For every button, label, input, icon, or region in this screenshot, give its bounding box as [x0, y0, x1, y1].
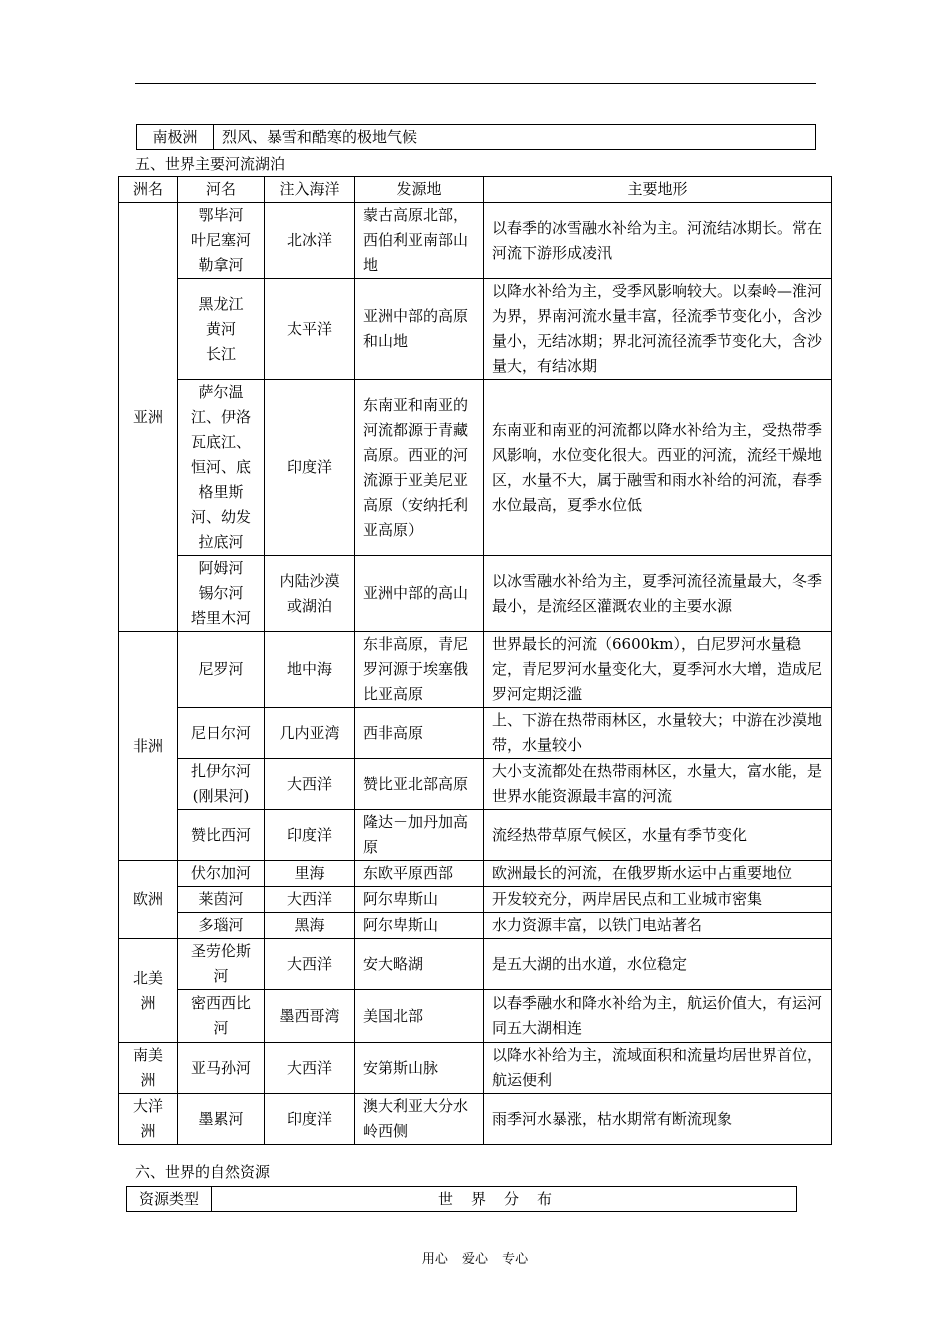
river-name-cell: 伏尔加河 [178, 861, 265, 887]
table-row [119, 990, 832, 1043]
ocean-cell: 几内亚湾 [265, 708, 355, 759]
table-row [119, 556, 832, 632]
section-5-heading: 五、世界主要河流湖泊 [135, 155, 286, 173]
river-name-cell: 尼罗河 [178, 632, 265, 708]
resource-type-header: 资源类型 [127, 1187, 212, 1212]
continent-cell: 南极洲 [137, 125, 214, 150]
header-rule [135, 83, 816, 84]
table-row [119, 939, 832, 990]
ocean-cell: 北冰洋 [265, 203, 355, 279]
river-name-cell: 尼日尔河 [178, 708, 265, 759]
climate-cell: 烈风、暴雪和酷寒的极地气候 [214, 125, 816, 150]
column-header: 洲名 [119, 177, 178, 203]
river-name-cell: 鄂毕河 叶尼塞河 勒拿河 [178, 203, 265, 279]
river-name-cell: 萨尔温江、伊洛瓦底江、恒河、底格里斯河、幼发拉底河 [178, 380, 265, 556]
river-name-cell: 扎伊尔河 (刚果河) [178, 759, 265, 810]
table-row [119, 1043, 832, 1094]
ocean-cell: 大西洋 [265, 1043, 355, 1094]
ocean-cell: 大西洋 [265, 887, 355, 913]
ocean-cell: 大西洋 [265, 939, 355, 990]
ocean-cell: 黑海 [265, 913, 355, 939]
source-cell: 蒙古高原北部，西伯利亚南部山地 [355, 203, 484, 279]
column-header: 主要地形 [484, 177, 832, 203]
source-cell: 东南亚和南亚的河流都源于青藏高原。西亚的河流源于亚美尼亚高原（安纳托利亚高原） [355, 380, 484, 556]
antarctica-climate-table [136, 124, 816, 150]
ocean-cell: 大西洋 [265, 759, 355, 810]
source-cell: 东欧平原西部 [355, 861, 484, 887]
feature-cell: 流经热带草原气候区，水量有季节变化 [484, 810, 832, 861]
feature-cell: 东南亚和南亚的河流都以降水补给为主，受热带季风影响，水位变化很大。西亚的河流，流经干燥地区，水量不大，属于融雪和雨水补给的河流，春季水位最高，夏季水位低 [484, 380, 832, 556]
river-name-cell: 黑龙江 黄河 长江 [178, 279, 265, 380]
resources-table [126, 1186, 797, 1212]
table-row [119, 632, 832, 708]
column-header: 注入海洋 [265, 177, 355, 203]
continent-cell: 南美洲 [119, 1043, 178, 1094]
continent-cell: 欧洲 [119, 861, 178, 939]
source-cell: 澳大利亚大分水岭西侧 [355, 1094, 484, 1145]
ocean-cell: 内陆沙漠或湖泊 [265, 556, 355, 632]
table-row [119, 887, 832, 913]
source-cell: 东非高原，青尼罗河源于埃塞俄比亚高原 [355, 632, 484, 708]
ocean-cell: 印度洋 [265, 380, 355, 556]
ocean-cell: 印度洋 [265, 810, 355, 861]
source-cell: 亚洲中部的高山 [355, 556, 484, 632]
river-name-cell: 密西西比河 [178, 990, 265, 1043]
table-row [119, 279, 832, 380]
source-cell: 阿尔卑斯山 [355, 887, 484, 913]
feature-cell: 以降水补给为主，流域面积和流量均居世界首位，航运便利 [484, 1043, 832, 1094]
source-cell: 安大略湖 [355, 939, 484, 990]
river-name-cell: 圣劳伦斯河 [178, 939, 265, 990]
ocean-cell: 地中海 [265, 632, 355, 708]
continent-cell: 亚洲 [119, 203, 178, 632]
table-row [119, 861, 832, 887]
feature-cell: 水力资源丰富，以铁门电站著名 [484, 913, 832, 939]
feature-cell: 以冰雪融水补给为主，夏季河流径流量最大，冬季最小，是流经区灌溉农业的主要水源 [484, 556, 832, 632]
feature-cell: 以春季的冰雪融水补给为主。河流结冰期长。常在河流下游形成凌汛 [484, 203, 832, 279]
table-row [119, 810, 832, 861]
table-header-row [127, 1187, 797, 1212]
feature-cell: 是五大湖的出水道，水位稳定 [484, 939, 832, 990]
ocean-cell: 里海 [265, 861, 355, 887]
feature-cell: 世界最长的河流（6600km），白尼罗河水量稳定，青尼罗河水量变化大，夏季河水大增，造成尼罗河定期泛滥 [484, 632, 832, 708]
feature-cell: 开发较充分，两岸居民点和工业城市密集 [484, 887, 832, 913]
table-row [119, 203, 832, 279]
world-distribution-header: 世界分布 [437, 1190, 570, 1208]
source-cell: 西非高原 [355, 708, 484, 759]
feature-cell: 上、下游在热带雨林区，水量较大；中游在沙漠地带，水量较小 [484, 708, 832, 759]
river-name-cell: 莱茵河 [178, 887, 265, 913]
table-row [119, 913, 832, 939]
continent-cell: 大洋洲 [119, 1094, 178, 1145]
river-name-cell: 亚马孙河 [178, 1043, 265, 1094]
river-name-cell: 多瑙河 [178, 913, 265, 939]
page-footer: 用心 爱心 专心 [421, 1252, 529, 1267]
river-name-cell: 阿姆河 锡尔河 塔里木河 [178, 556, 265, 632]
rivers-table [118, 176, 832, 1145]
table-row [119, 380, 832, 556]
ocean-cell: 印度洋 [265, 1094, 355, 1145]
source-cell: 阿尔卑斯山 [355, 913, 484, 939]
source-cell: 亚洲中部的高原和山地 [355, 279, 484, 380]
column-header: 河名 [178, 177, 265, 203]
table-row [137, 125, 816, 150]
continent-cell: 非洲 [119, 632, 178, 861]
source-cell: 赞比亚北部高原 [355, 759, 484, 810]
column-header: 发源地 [355, 177, 484, 203]
river-name-cell: 赞比西河 [178, 810, 265, 861]
feature-cell: 以降水补给为主，受季风影响较大。以秦岭—淮河为界，界南河流水量丰富，径流季节变化小，含沙量小，无结冰期；界北河流径流季节变化大，含沙量大，有结冰期 [484, 279, 832, 380]
source-cell: 美国北部 [355, 990, 484, 1043]
table-row [119, 1094, 832, 1145]
table-row [119, 759, 832, 810]
ocean-cell: 太平洋 [265, 279, 355, 380]
continent-cell: 北美洲 [119, 939, 178, 1043]
ocean-cell: 墨西哥湾 [265, 990, 355, 1043]
feature-cell: 大小支流都处在热带雨林区，水量大，富水能，是世界水能资源最丰富的河流 [484, 759, 832, 810]
table-header-row [119, 177, 832, 203]
feature-cell: 雨季河水暴涨，枯水期常有断流现象 [484, 1094, 832, 1145]
river-name-cell: 墨累河 [178, 1094, 265, 1145]
feature-cell: 欧洲最长的河流，在俄罗斯水运中占重要地位 [484, 861, 832, 887]
section-6-heading: 六、世界的自然资源 [135, 1163, 271, 1181]
source-cell: 隆达－加丹加高原 [355, 810, 484, 861]
feature-cell: 以春季融水和降水补给为主，航运价值大，有运河同五大湖相连 [484, 990, 832, 1043]
table-row [119, 708, 832, 759]
source-cell: 安第斯山脉 [355, 1043, 484, 1094]
